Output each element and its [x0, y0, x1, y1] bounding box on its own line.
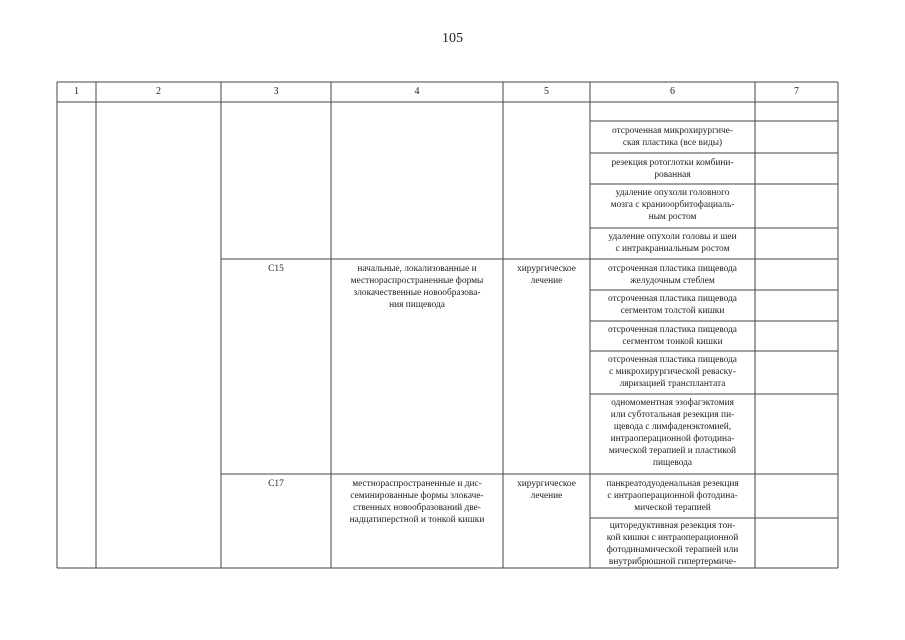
column-number-3: 3: [273, 86, 279, 97]
method-cell: отсроченная пластика пищевода желудочным стеблем: [608, 264, 737, 286]
method-cell: одномоментная эзофагэктомия или субтотальная резекция пи- щевода с лимфаденэктомией, интраоперационной фотодина- мической терапией и пластикой пищевода: [608, 398, 737, 468]
method-cell: резекция ротоглотки комбини- рованная: [611, 158, 734, 180]
diagnosis-code: C17: [268, 479, 284, 489]
treatment-type: хирургическое лечение: [517, 479, 576, 501]
method-cell: циторедуктивная резекция тон- кой кишки с интраоперационной фотодинамической терапией или внутрибрюшной гипертермиче-: [606, 521, 739, 567]
column-number-2: 2: [156, 86, 161, 97]
method-cell: панкреатодуоденальная резекция с интраоперационной фотодина- мической терапией: [606, 479, 739, 513]
column-number-7: 7: [794, 86, 799, 97]
column-number-5: 5: [544, 86, 549, 97]
method-cell: удаление опухоли головного мозга с краниоорбитофациаль- ным ростом: [610, 188, 735, 222]
column-number-4: 4: [414, 86, 420, 97]
method-cell: отсроченная пластика пищевода с микрохирургической реваску- ляризацией трансплантата: [608, 355, 737, 389]
diagnosis-description: местнораспространенные и дис- семинированные формы злокаче- ственных новообразований две- надцатиперстной и тонкой кишки: [349, 479, 485, 525]
diagnosis-description: начальные, локализованные и местнораспространенные формы злокачественные новообразова- ния пищевода: [350, 264, 484, 310]
method-cell: удаление опухоли головы и шеи с интракраниальным ростом: [608, 232, 737, 254]
page-number: 105: [442, 31, 463, 46]
method-cell: отсроченная микрохирургиче- ская пластика (все виды): [612, 126, 733, 148]
diagnosis-code: C15: [268, 264, 284, 274]
treatment-type: хирургическое лечение: [517, 264, 576, 286]
column-number-1: 1: [74, 86, 79, 97]
method-cell: отсроченная пластика пищевода сегментом тонкой кишки: [608, 325, 737, 347]
column-number-6: 6: [670, 86, 675, 97]
method-cell: отсроченная пластика пищевода сегментом толстой кишки: [608, 294, 737, 316]
